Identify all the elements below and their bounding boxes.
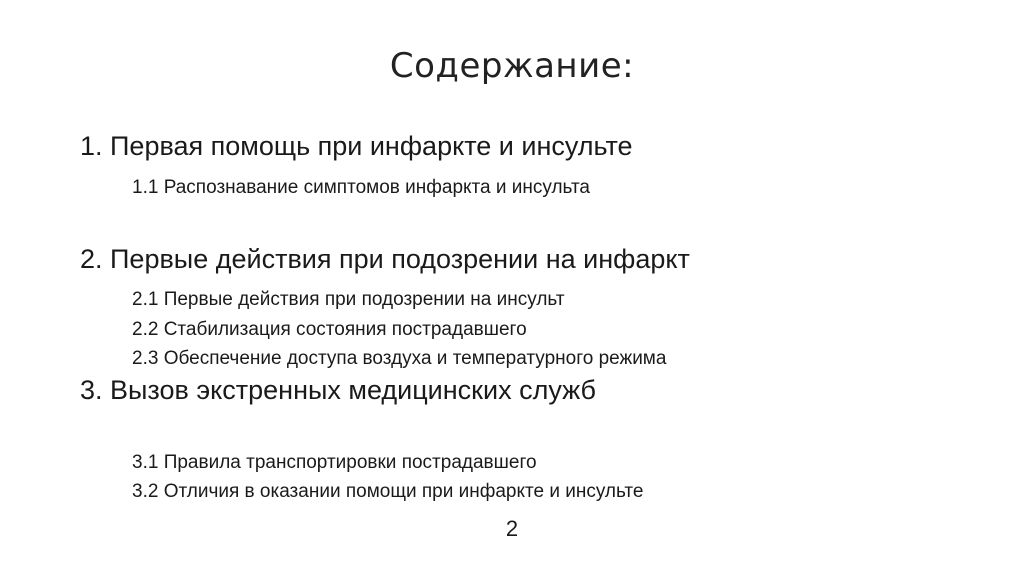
toc-subitem-2-3: 2.3 Обеспечение доступа воздуха и температурного режима — [132, 348, 667, 369]
toc-subitem-3-2: 3.2 Отличия в оказании помощи при инфаркте и инсульте — [132, 481, 644, 502]
slide-title: Содержание: — [389, 46, 635, 86]
page-number: 2 — [505, 516, 519, 541]
toc-subitem-2-1: 2.1 Первые действия при подозрении на инсульт — [132, 289, 565, 310]
toc-section-2: 2. Первые действия при подозрении на инфаркт — [80, 244, 690, 274]
toc-subitem-3-1: 3.1 Правила транспортировки пострадавшего — [132, 452, 537, 473]
toc-section-3: 3. Вызов экстренных медицинских служб — [80, 375, 596, 405]
toc-subitem-1-1: 1.1 Распознавание симптомов инфаркта и инсульта — [132, 177, 591, 198]
toc-subitem-2-2: 2.2 Стабилизация состояния пострадавшего — [132, 319, 527, 340]
toc-section-1: 1. Первая помощь при инфаркте и инсульте — [80, 131, 633, 161]
